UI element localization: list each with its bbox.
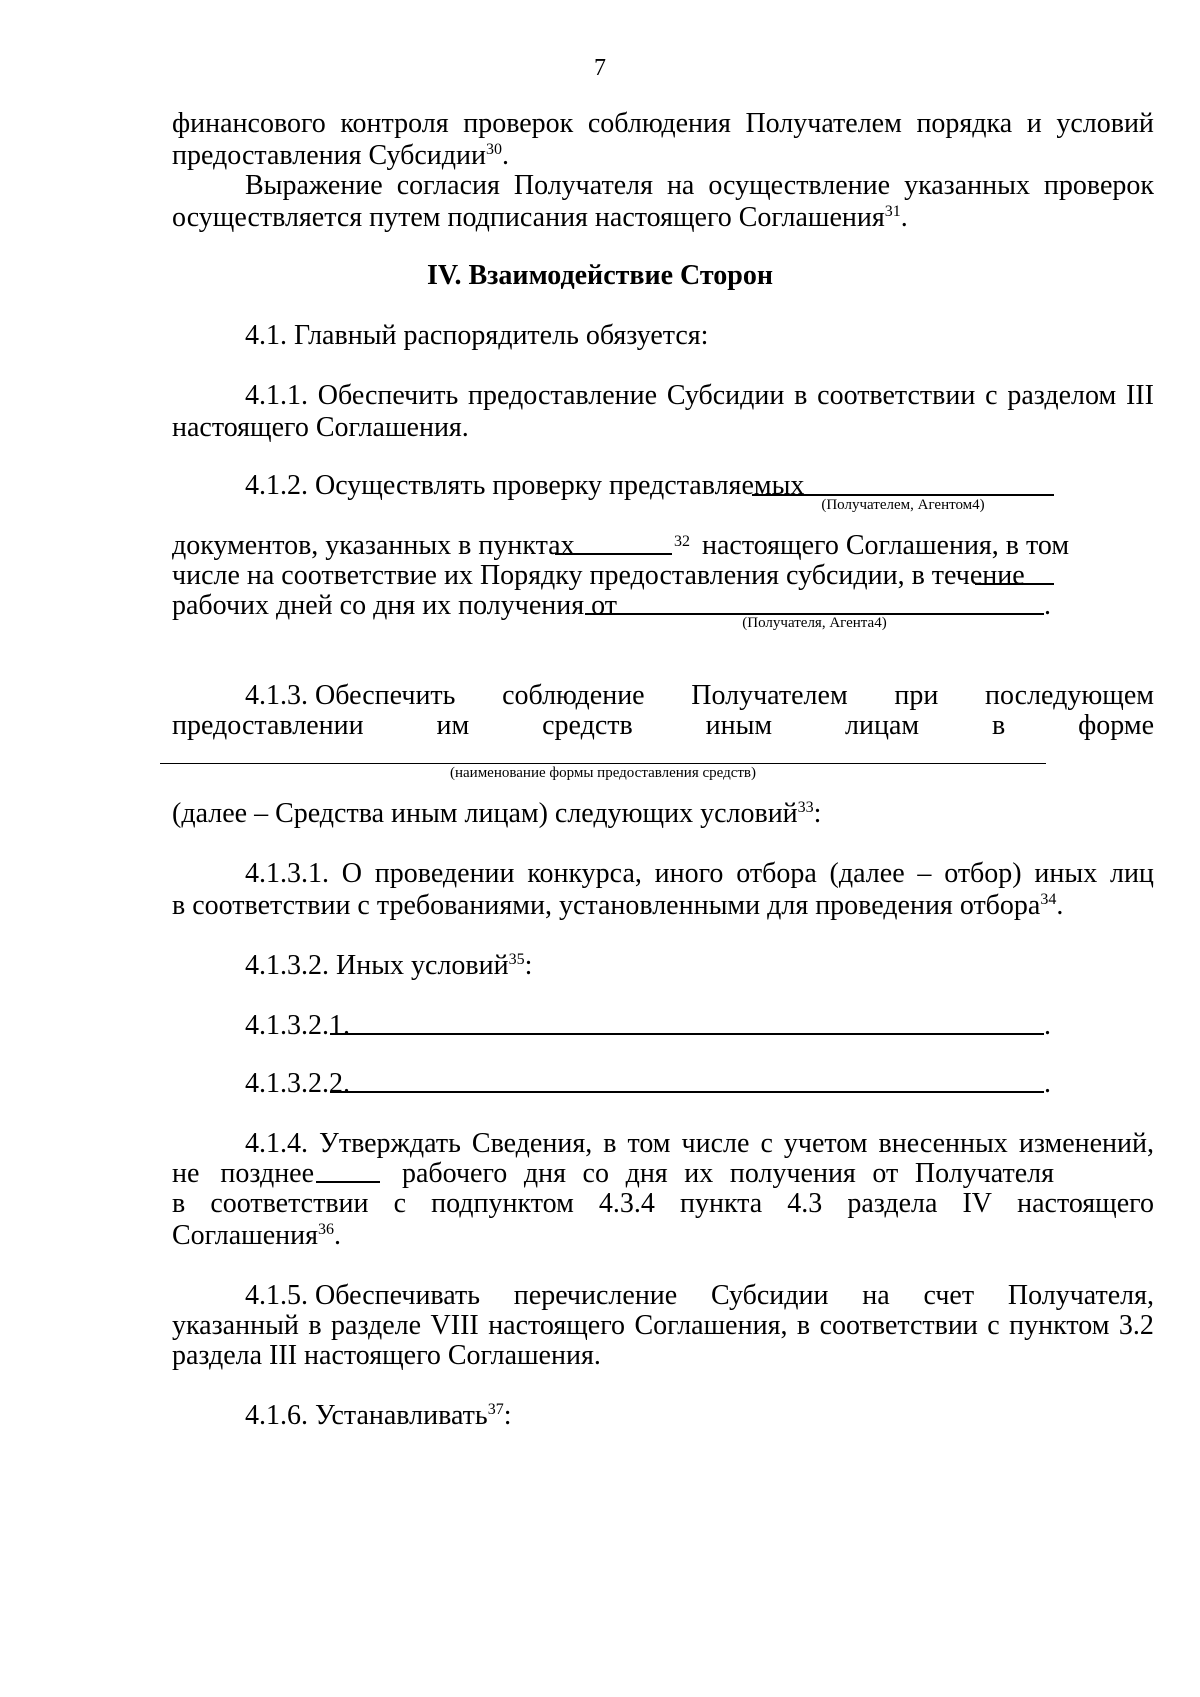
word: средств <box>542 710 633 741</box>
clause-4-1-3-text: (далее – Средства иным лицам) следующих условий <box>172 798 798 829</box>
clause-4-1-6 <box>245 1400 1154 1432</box>
word: соответствии <box>817 380 976 411</box>
word: получения <box>729 1158 856 1189</box>
para-consent-end: . <box>900 202 908 233</box>
word: изменений, <box>1018 1128 1154 1159</box>
word: конкурса, <box>527 858 642 889</box>
word: финансового <box>172 108 326 139</box>
clause-4-1-3-line-2 <box>172 710 1154 742</box>
footnote-ref-32-wrap <box>674 522 696 558</box>
para-top-line-2 <box>172 140 1154 172</box>
blank-condition-1[interactable] <box>330 1033 1044 1035</box>
para-top-line-1 <box>172 108 1154 140</box>
word: Утверждать <box>319 1128 461 1159</box>
word: разделе <box>331 1310 422 1341</box>
clause-4-1-6-end: : <box>503 1400 512 1431</box>
clause-4-1-3-2-2-label: 4.1.3.2.2. <box>245 1068 350 1099</box>
clause-4-1-2-docs-text: документов, указанных в пунктах <box>172 530 575 561</box>
word: счет <box>923 1280 975 1311</box>
para-consent-text: осуществляется путем подписания настоящего Соглашения <box>172 202 885 233</box>
word: Субсидии <box>666 380 785 411</box>
word: учетом <box>783 1128 868 1159</box>
blank-condition-2[interactable] <box>330 1091 1044 1093</box>
para-consent-line-2 <box>172 202 1154 234</box>
word: им <box>436 710 470 741</box>
word: О <box>341 858 363 889</box>
caption-recipient-agent-from: (Получателя, Агента4) <box>742 615 887 631</box>
clause-4-1-3-1-text: в соответствии с требованиями, установленными для проведения отбора <box>172 890 1041 921</box>
clause-4-1-3-2-1-end: . <box>1044 1010 1051 1041</box>
word: Обеспечить <box>317 380 459 411</box>
word: 4.3 <box>787 1188 823 1219</box>
word: внесенных <box>878 1128 1008 1159</box>
caption-form-name: (наименование формы предоставления средств) <box>449 765 757 781</box>
blank-items[interactable] <box>555 553 672 555</box>
word: Получателя, <box>1007 1280 1154 1311</box>
clause-4-1-2-days-text: рабочих дней со дня их получения от <box>172 590 617 621</box>
word: числе <box>681 1128 750 1159</box>
word: с <box>760 1128 773 1159</box>
word: последующем <box>984 680 1154 711</box>
clause-4-1-4-line-2-end <box>402 1158 1054 1190</box>
word: пунктом <box>1009 1310 1110 1341</box>
word: в <box>796 1310 811 1341</box>
word: VIII <box>430 1310 479 1341</box>
word: соответствии <box>819 1310 978 1341</box>
word: 4.1.3.1. <box>245 858 329 889</box>
word: 3.2 <box>1118 1310 1154 1341</box>
word: отбор) <box>944 858 1022 889</box>
word: (далее <box>829 858 905 889</box>
word: со <box>582 1158 609 1189</box>
word: Субсидии <box>711 1280 829 1311</box>
para-top-text: предоставления Субсидии <box>172 140 487 171</box>
word: соблюдения <box>587 108 731 139</box>
clause-4-1-2-line-2-end <box>702 530 1070 562</box>
word: и <box>1026 108 1042 139</box>
word: условий <box>1056 108 1154 139</box>
word: иных <box>1034 858 1098 889</box>
word: в <box>603 1128 617 1159</box>
clause-4-1-4-text: Соглашения <box>172 1220 318 1251</box>
word: в <box>172 1188 186 1219</box>
word: иным <box>705 710 773 741</box>
para-top-end: . <box>502 140 510 171</box>
word: проведении <box>374 858 515 889</box>
word: 4.3.4 <box>598 1188 655 1219</box>
word: разделом <box>1007 380 1117 411</box>
caption-recipient-agent: (Получателем, Агентом4) <box>821 497 985 513</box>
word: в <box>992 710 1006 741</box>
clause-4-1-4-line-3 <box>172 1188 1154 1220</box>
word: Выражение <box>245 170 383 201</box>
word: иного <box>654 858 724 889</box>
word: перечисление <box>513 1280 678 1311</box>
word: осуществление <box>708 170 891 201</box>
word: дня <box>625 1158 668 1189</box>
word: лицам <box>845 710 920 741</box>
section-heading: IV. Взаимодействие Сторон <box>427 260 773 291</box>
clause-4-1-3-end: : <box>813 798 822 829</box>
clause-4-1-3-2-text: 4.1.3.2. Иных условий <box>245 950 509 981</box>
clause-4-1-2-end: . <box>1044 590 1051 621</box>
clause-4-1-3-2 <box>245 950 1154 982</box>
word: Сведения, <box>471 1128 593 1159</box>
word: Получателя <box>914 1158 1054 1189</box>
word: с <box>985 380 998 411</box>
word: соответствии <box>210 1188 369 1219</box>
word: указанный <box>172 1310 299 1341</box>
clause-4-1-5-line-1 <box>245 1280 1154 1312</box>
footnote-ref-33: 33 <box>797 799 814 816</box>
word: порядка <box>916 108 1013 139</box>
footnote-ref-32: 32 <box>674 533 690 550</box>
word: том <box>627 1128 671 1159</box>
clause-4-1-5-line-3: раздела III настоящего Соглашения. <box>172 1340 601 1371</box>
clause-4-1-3-1-line-2 <box>172 890 1154 922</box>
clause-4-1-4-deadline-text: не позднее <box>172 1158 315 1189</box>
word: рабочего <box>402 1158 508 1189</box>
clause-4-1-2-agreement-text: настоящего Соглашения, в том <box>702 530 1070 561</box>
clause-4-1-1-line-2: настоящего Соглашения. <box>172 412 469 443</box>
word: лиц <box>1109 858 1154 889</box>
clause-4-1-3-line-1 <box>245 680 1154 712</box>
word: указанных <box>904 170 1030 201</box>
word: настоящего <box>1017 1188 1154 1219</box>
word: проверок <box>463 108 574 139</box>
word: III <box>1125 380 1154 411</box>
clause-4-1-2-text: 4.1.2. Осуществлять проверку представляемых <box>245 470 805 501</box>
word: отбора <box>736 858 817 889</box>
blank-days[interactable] <box>975 583 1054 585</box>
word: в <box>794 380 808 411</box>
word: согласия <box>396 170 500 201</box>
clause-4-1-3-2-1-label: 4.1.3.2.1. <box>245 1010 350 1041</box>
word: 4.1.4. <box>245 1128 308 1159</box>
footnote-ref-34: 34 <box>1040 891 1057 908</box>
clause-4-1-4-line-1 <box>245 1128 1154 1160</box>
clause-4-1-3-2-2 <box>245 1068 1154 1100</box>
word: проверок <box>1043 170 1154 201</box>
word: соблюдение <box>502 680 645 711</box>
word: настоящего <box>488 1310 626 1341</box>
clause-4-1-6-text: 4.1.6. Устанавливать <box>245 1400 488 1431</box>
clause-4-1-4-end: . <box>333 1220 341 1251</box>
word: форме <box>1078 710 1154 741</box>
footnote-ref-36: 36 <box>317 1221 334 1238</box>
word: Соглашения, <box>634 1310 788 1341</box>
footnote-ref-30: 30 <box>486 141 503 158</box>
word: на <box>862 1280 890 1311</box>
word: от <box>872 1158 899 1189</box>
word: контроля <box>340 108 449 139</box>
word: предоставление <box>468 380 658 411</box>
word: 4.1.3. Обеспечить <box>245 680 456 711</box>
clause-4-1-3-1-line-1 <box>245 858 1154 890</box>
clause-4-1-4-line-4 <box>172 1220 1154 1252</box>
word: – <box>917 858 932 889</box>
blank-working-day[interactable] <box>316 1181 380 1183</box>
word: с <box>393 1188 407 1219</box>
word: в <box>308 1310 322 1341</box>
word: 4.1.1. <box>245 380 308 411</box>
clause-4-1-3-2-end: : <box>524 950 533 981</box>
clause-4-1-3-2-2-end: . <box>1044 1068 1051 1099</box>
clause-4-1: 4.1. Главный распорядитель обязуется: <box>245 320 709 351</box>
clause-4-1-1-line-1 <box>245 380 1154 412</box>
word: 4.1.5. Обеспечивать <box>245 1280 480 1311</box>
clause-4-1-2-line-3 <box>172 560 1154 592</box>
clause-4-1-5-line-2 <box>172 1310 1154 1342</box>
word: с <box>987 1310 1000 1341</box>
word: IV <box>962 1188 993 1219</box>
clause-4-1-3-1-end: . <box>1056 890 1064 921</box>
clause-4-1-3-line-3 <box>172 798 1154 830</box>
word: пункта <box>679 1188 763 1219</box>
word: при <box>894 680 939 711</box>
word: подпунктом <box>431 1188 574 1219</box>
word: Получателем <box>745 108 902 139</box>
page-number: 7 <box>594 55 606 81</box>
clause-4-1-2-compliance-text: числе на соответствие их Порядку предоставления субсидии, в течение <box>172 560 1025 591</box>
footnote-ref-31: 31 <box>884 203 901 220</box>
para-consent-line-1 <box>245 170 1154 202</box>
clause-4-1-3-2-1 <box>245 1010 1154 1042</box>
word: раздела <box>847 1188 938 1219</box>
word: на <box>666 170 695 201</box>
word: дня <box>523 1158 566 1189</box>
word: предоставлении <box>172 710 364 741</box>
word: Получателем <box>691 680 848 711</box>
word: их <box>684 1158 714 1189</box>
footnote-ref-35: 35 <box>508 951 525 968</box>
footnote-ref-37: 37 <box>487 1401 504 1418</box>
word: Получателя <box>513 170 653 201</box>
